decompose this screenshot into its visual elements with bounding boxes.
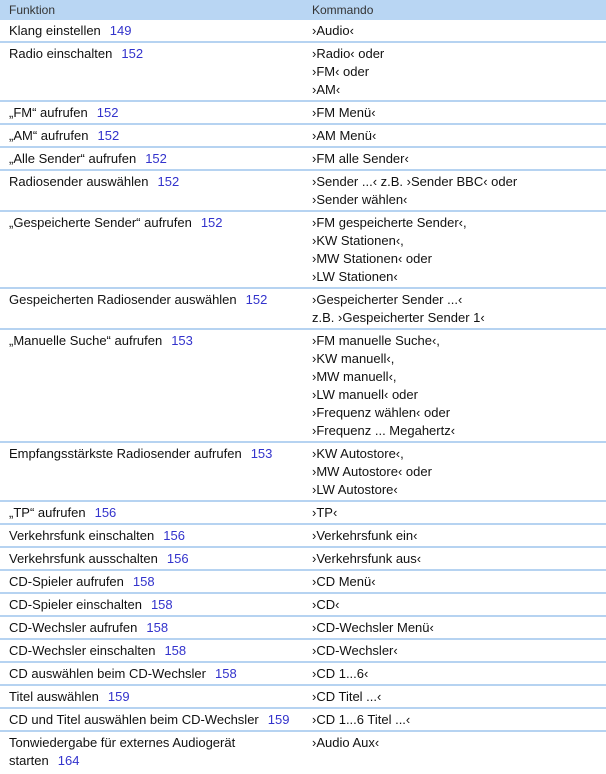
kommando-line: ›LW Autostore‹ [312, 482, 398, 497]
kommando-line: ›Frequenz ... Megahertz‹ [312, 423, 456, 438]
funktion-cell [9, 127, 304, 145]
funktion-label: Empfangsstärkste Radiosender aufrufen [9, 446, 242, 461]
table-row [0, 640, 606, 663]
page-number-link[interactable]: 158 [150, 597, 173, 612]
table-row [0, 732, 606, 771]
table-row [0, 171, 606, 212]
kommando-line: ›Sender ...‹ z.B. ›Sender BBC‹ oder [312, 174, 518, 189]
funktion-cell [9, 104, 304, 122]
funktion-cell [9, 332, 304, 440]
kommando-cell [304, 711, 606, 729]
page-number-link[interactable]: 152 [200, 215, 223, 230]
table-row [0, 102, 606, 125]
table-row [0, 212, 606, 289]
page-number-link[interactable]: 153 [171, 333, 193, 348]
kommando-line: ›CD‹ [312, 597, 340, 612]
page-number-link[interactable]: 159 [107, 689, 130, 704]
funktion-label: „Gespeicherte Sender“ aufrufen [9, 215, 192, 230]
page-number-link[interactable]: 164 [57, 753, 80, 768]
kommando-cell [304, 504, 606, 522]
table-row [0, 289, 606, 330]
kommando-line: ›Frequenz wählen‹ oder [312, 405, 451, 420]
funktion-label: Gespeicherten Radiosender auswählen [9, 292, 237, 307]
kommando-line: ›FM Menü‹ [312, 105, 376, 120]
funktion-cell [9, 22, 304, 40]
kommando-line: z.B. ›Gespeicherter Sender 1‹ [312, 310, 485, 325]
funktion-cell [9, 550, 304, 568]
table-body [0, 20, 606, 771]
page-number-link[interactable]: 152 [245, 292, 268, 307]
funktion-label: „TP“ aufrufen [9, 505, 86, 520]
table-row [0, 148, 606, 171]
kommando-cell [304, 665, 606, 683]
kommando-line: ›CD 1...6 Titel ...‹ [312, 712, 411, 727]
page-number-link[interactable]: 152 [145, 151, 167, 166]
funktion-cell [9, 45, 304, 99]
kommando-line: ›Verkehrsfunk ein‹ [312, 528, 418, 543]
kommando-line: ›Sender wählen‹ [312, 192, 408, 207]
kommando-cell [304, 104, 606, 122]
funktion-label: Radio einschalten [9, 46, 113, 61]
kommando-line: ›KW manuell‹, [312, 351, 395, 366]
funktion-label: Titel auswählen [9, 689, 99, 704]
page-number-link[interactable]: 158 [164, 643, 187, 658]
kommando-line: ›Gespeicherter Sender ...‹ [312, 292, 463, 307]
funktion-label: CD-Wechsler einschalten [9, 643, 156, 658]
funktion-label: „Manuelle Suche“ aufrufen [9, 333, 163, 348]
funktion-cell [9, 291, 304, 327]
funktion-cell [9, 596, 304, 614]
kommando-cell [304, 596, 606, 614]
kommando-line: ›Audio‹ [312, 23, 354, 38]
funktion-label: Radiosender auswählen [9, 174, 149, 189]
funktion-label: CD-Wechsler aufrufen [9, 620, 138, 635]
kommando-cell [304, 150, 606, 168]
table-row [0, 330, 606, 443]
kommando-line: ›CD-Wechsler Menü‹ [312, 620, 434, 635]
page-number-link[interactable]: 156 [94, 505, 117, 520]
kommando-cell [304, 45, 606, 99]
kommando-line: ›CD Menü‹ [312, 574, 376, 589]
kommando-line: ›FM‹ oder [312, 64, 370, 79]
kommando-cell [304, 291, 606, 327]
page-number-link[interactable]: 153 [250, 446, 273, 461]
kommando-line: ›CD 1...6‹ [312, 666, 369, 681]
funktion-cell [9, 527, 304, 545]
funktion-cell [9, 150, 304, 168]
page-number-link[interactable]: 152 [121, 46, 144, 61]
funktion-cell [9, 214, 304, 286]
funktion-label: „FM“ aufrufen [9, 105, 88, 120]
funktion-label: CD-Spieler aufrufen [9, 574, 124, 589]
kommando-line: ›LW Stationen‹ [312, 269, 398, 284]
funktion-label: Verkehrsfunk ausschalten [9, 551, 158, 566]
table-row [0, 663, 606, 686]
funktion-label: „AM“ aufrufen [9, 128, 89, 143]
page-number-link[interactable]: 156 [163, 528, 185, 543]
funktion-cell [9, 173, 304, 209]
kommando-line: ›CD-Wechsler‹ [312, 643, 398, 658]
kommando-line: ›Audio Aux‹ [312, 735, 380, 750]
table-row [0, 20, 606, 43]
kommando-cell [304, 734, 606, 770]
kommando-line: ›AM Menü‹ [312, 128, 377, 143]
funktion-cell [9, 688, 304, 706]
header-funktion: Funktion [9, 3, 56, 17]
page-number-link[interactable]: 158 [215, 666, 237, 681]
kommando-cell [304, 619, 606, 637]
kommando-line: ›CD Titel ...‹ [312, 689, 382, 704]
funktion-cell [9, 734, 304, 770]
kommando-line: ›MW Autostore‹ oder [312, 464, 432, 479]
kommando-cell [304, 642, 606, 660]
funktion-cell [9, 504, 304, 522]
page-number-link[interactable]: 152 [157, 174, 180, 189]
kommando-line: ›AM‹ [312, 82, 341, 97]
kommando-cell [304, 527, 606, 545]
kommando-line: ›LW manuell‹ oder [312, 387, 418, 402]
table-row [0, 43, 606, 102]
table-row [0, 686, 606, 709]
funktion-cell [9, 573, 304, 591]
page-number-link[interactable]: 158 [132, 574, 155, 589]
kommando-cell [304, 214, 606, 286]
kommando-line: ›KW Autostore‹, [312, 446, 404, 461]
kommando-line: ›Verkehrsfunk aus‹ [312, 551, 422, 566]
kommando-line: ›MW manuell‹, [312, 369, 397, 384]
funktion-label: CD und Titel auswählen beim CD-Wechsler [9, 712, 259, 727]
page-number-link[interactable]: 158 [146, 620, 169, 635]
page-number-link[interactable]: 152 [96, 105, 119, 120]
funktion-label: CD auswählen beim CD-Wechsler [9, 666, 206, 681]
funktion-cell [9, 642, 304, 660]
kommando-cell [304, 332, 606, 440]
funktion-label: „Alle Sender“ aufrufen [9, 151, 137, 166]
funktion-cell [9, 619, 304, 637]
funktion-label: Tonwiedergabe für externes Audiogerät starten [9, 735, 236, 768]
kommando-cell [304, 127, 606, 145]
table-row [0, 502, 606, 525]
kommando-line: ›FM alle Sender‹ [312, 151, 409, 166]
kommando-cell [304, 573, 606, 591]
funktion-label: Verkehrsfunk einschalten [9, 528, 155, 543]
table-row [0, 709, 606, 732]
table-row [0, 443, 606, 502]
header-kommando: Kommando [312, 3, 374, 17]
table-header-row [0, 0, 606, 20]
table-row [0, 125, 606, 148]
kommando-cell [304, 22, 606, 40]
funktion-cell [9, 711, 304, 729]
kommando-line: ›FM gespeicherte Sender‹, [312, 215, 467, 230]
kommando-cell [304, 173, 606, 209]
page-number-link[interactable]: 152 [97, 128, 120, 143]
funktion-label: CD-Spieler einschalten [9, 597, 142, 612]
kommando-line: ›Radio‹ oder [312, 46, 385, 61]
kommando-cell [304, 550, 606, 568]
funktion-cell [9, 665, 304, 683]
funktion-cell [9, 445, 304, 499]
kommando-cell [304, 445, 606, 499]
funktion-label: Klang einstellen [9, 23, 101, 38]
kommando-cell [304, 688, 606, 706]
kommando-line: ›FM manuelle Suche‹, [312, 333, 440, 348]
table-row [0, 617, 606, 640]
kommando-line: ›MW Stationen‹ oder [312, 251, 432, 266]
table-row [0, 571, 606, 594]
page-number-link[interactable]: 156 [166, 551, 189, 566]
kommando-line: ›TP‹ [312, 505, 338, 520]
page-number-link[interactable]: 149 [109, 23, 132, 38]
table-row [0, 548, 606, 571]
table-row [0, 525, 606, 548]
kommando-line: ›KW Stationen‹, [312, 233, 404, 248]
table-row [0, 594, 606, 617]
page-number-link[interactable]: 159 [267, 712, 290, 727]
